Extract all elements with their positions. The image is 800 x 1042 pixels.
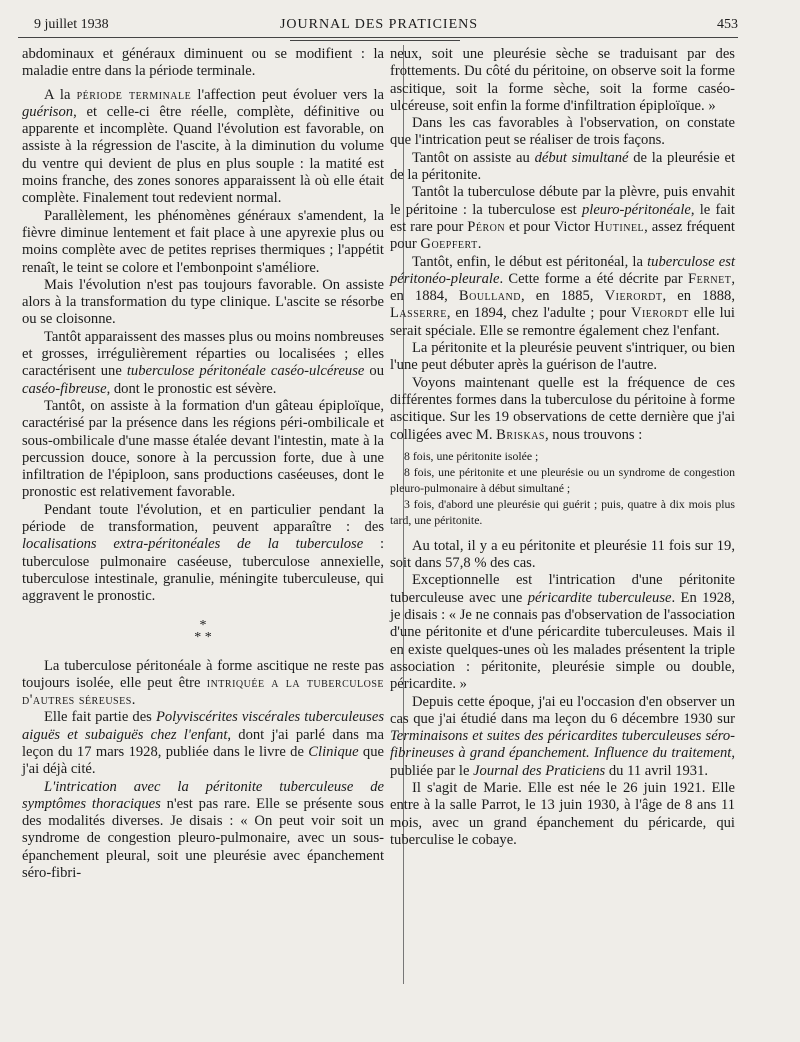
paragraph: Au total, il y a eu péritonite et pleurésie 11 fois sur 19, soit dans 57,8 % des cas. — [390, 537, 735, 572]
section-separator-asterisks: * * * — [194, 617, 212, 645]
paragraph: Il s'agit de Marie. Elle est née le 26 juin 1921. Elle entre à la salle Parrot, le 13 juin 1930, à l'âge de 8 ans 11 mois, avec un grand épanchement du péricarde, qui tuberculise le cobaye. — [390, 779, 735, 848]
page-number: 453 — [717, 17, 738, 32]
paragraph: Tantôt apparaissent des masses plus ou moins nombreuses et grosses, irrégulièrement réparties ou localisées ; elles caractérisent une tuberculose péritonéale caséo-ulcéreuse ou caséo-fibreuse, dont le pronostic est sévère. — [22, 328, 384, 397]
list-item: 8 fois, une péritonite et une pleurésie ou un syndrome de congestion pleuro-pulmonaire à début simultané ; — [390, 464, 735, 495]
paragraph: Elle fait partie des Polyviscérites viscérales tuberculeuses aiguës et subaiguës chez l'enfant, dont j'ai parlé dans ma leçon du 17 mars 1928, publiée dans le livre de Clinique que j'ai déjà cité. — [22, 709, 384, 778]
paragraph: Dans les cas favorables à l'observation, on constate que l'intrication peut se réaliser de trois façons. — [390, 115, 735, 149]
paragraph: Parallèlement, les phénomènes généraux s'amendent, la fièvre diminue lentement et fait place à une apyrexie plus ou moins complète avec de petites reprises thermiques ; l'appétit renaît, le teint se colore et l'embonpoint s'améliore. — [22, 207, 384, 276]
running-header — [26, 14, 738, 36]
list-item: 3 fois, d'abord une pleurésie qui guérit ; puis, quatre à dix mois plus tard, une péritonite. — [390, 496, 735, 527]
left-column — [22, 46, 384, 988]
header-date: 9 juillet 1938 — [34, 17, 109, 32]
statistics-list — [390, 448, 735, 528]
paragraph: Pendant toute l'évolution, et en particulier pendant la période de transformation, peuvent apparaître : des localisations extra-péritonéales de la tuberculose : tuberculose pulmonaire caséeuse, tuberculose annexielle, tuberculose intestinale, granulie, méningite tuberculeuse, qui aggravent le pronostic. — [22, 501, 384, 605]
paragraph: Depuis cette époque, j'ai eu l'occasion d'en observer un cas que j'ai étudié dans ma leçon du 6 décembre 1930 sur Terminaisons et suites des péricardites tuberculeuses séro-fibrineuses à grand épanchement. Influence du traitement, publiée par le Journal des Praticiens du 11 avril 1931. — [390, 693, 735, 779]
list-item: 8 fois, une péritonite isolée ; — [404, 448, 539, 463]
header-rule-short — [290, 40, 460, 41]
paragraph: Tantôt on assiste au début simultané de la pleurésie et de la péritonite. — [390, 149, 736, 184]
paragraph: Tantôt, enfin, le début est péritonéal, la tuberculose est péritonéo-pleurale. Cette forme a été décrite par Fernet, en 1884, Boulland, en 1885, Vierordt, en 1888, Lasserre, en 1894, chez l'adulte ; pour Vierordt elle lui serait spéciale. Elle se remontre également chez l'enfant. — [390, 253, 735, 339]
paragraph: La tuberculose péritonéale à forme ascitique ne reste pas toujours isolée, elle peut être intriquée a la tuberculose d'autres séreuses. — [22, 657, 384, 709]
paragraph: A la période terminale l'affection peut évoluer vers la guérison, et celle-ci être réelle, complète, définitive ou apparente et incomplète. Quand l'évolution est favorable, on assiste à la régression de l'ascite, à la diminution du volume du ventre qui devient de plus en plus souple : la matité est moins franche, des zones sonores apparaissent là où elle était complète. Finalement tout redevient normal. — [22, 86, 385, 207]
paragraph: Exceptionnelle est l'intrication d'une péritonite tuberculeuse avec une péricardite tuberculeuse. En 1928, je disais : « Je ne connais pas d'observation de l'association d'une péritonite et d'une péricardite tuberculeuses. Mais il en existe quelques-unes où les malades présentent la triple association : péritonite, pleurésie simple ou double, péricardite. » — [390, 572, 735, 693]
header-rule — [18, 37, 738, 38]
paragraph: L'intrication avec la péritonite tuberculeuse de symptômes thoraciques n'est pas rare. Elle se présente sous des modalités diverses. Je disais : « On peut voir soit un syndrome de congestion pleuro-pulmonaire, avec un sous-épanchement pleural, soit une pleurésie avec épanchement séro-fibri- — [22, 778, 384, 882]
paragraph: La péritonite et la pleurésie peuvent s'intriquer, ou bien l'une peut débuter après la guérison de l'autre. — [390, 340, 735, 374]
paragraph: Mais l'évolution n'est pas toujours favorable. On assiste alors à la transformation du type clinique. L'ascite se résorbe ou se cloisonne. — [22, 276, 384, 328]
paragraph: Tantôt, on assiste à la formation d'un gâteau épiploïque, caractérisé par la présence dans les régions péri-ombilicale et sous-ombilicale d'une masse étalée devant l'intestin, mate à la percussion douce, sonore à la percussion forte, due à une infiltration de l'épiploon, sans productions caséeuses, dont le pronostic est relativement favorable. — [22, 397, 384, 501]
paragraph: Voyons maintenant quelle est la fréquence de ces différentes formes dans la tuberculose du péritoine à forme ascitique. Sur les 19 observations de cette dernière que j'ai colligées avec M. Briskas, nous trouvons : — [390, 374, 735, 443]
paragraph: Tantôt la tuberculose débute par la plèvre, puis envahit le péritoine : la tuberculose est pleuro-péritonéale, le fait est rare pour Péron et pour Victor Hutinel, assez fréquent pour Goepfert. — [390, 184, 735, 253]
right-column — [390, 46, 735, 988]
paragraph: neux, soit une pleurésie sèche se traduisant par des frottements. Du côté du péritoine, on observe soit la forme ascitique, soit la forme sèche, soit la forme caséo-ulcéreuse, soit enfin la forme d'infiltration épiploïque. » — [390, 46, 735, 114]
header-journal-title: JOURNAL DES PRATICIENS — [279, 17, 479, 32]
paragraph: abdominaux et généraux diminuent ou se modifient : la maladie entre dans la période terminale. — [22, 46, 384, 80]
